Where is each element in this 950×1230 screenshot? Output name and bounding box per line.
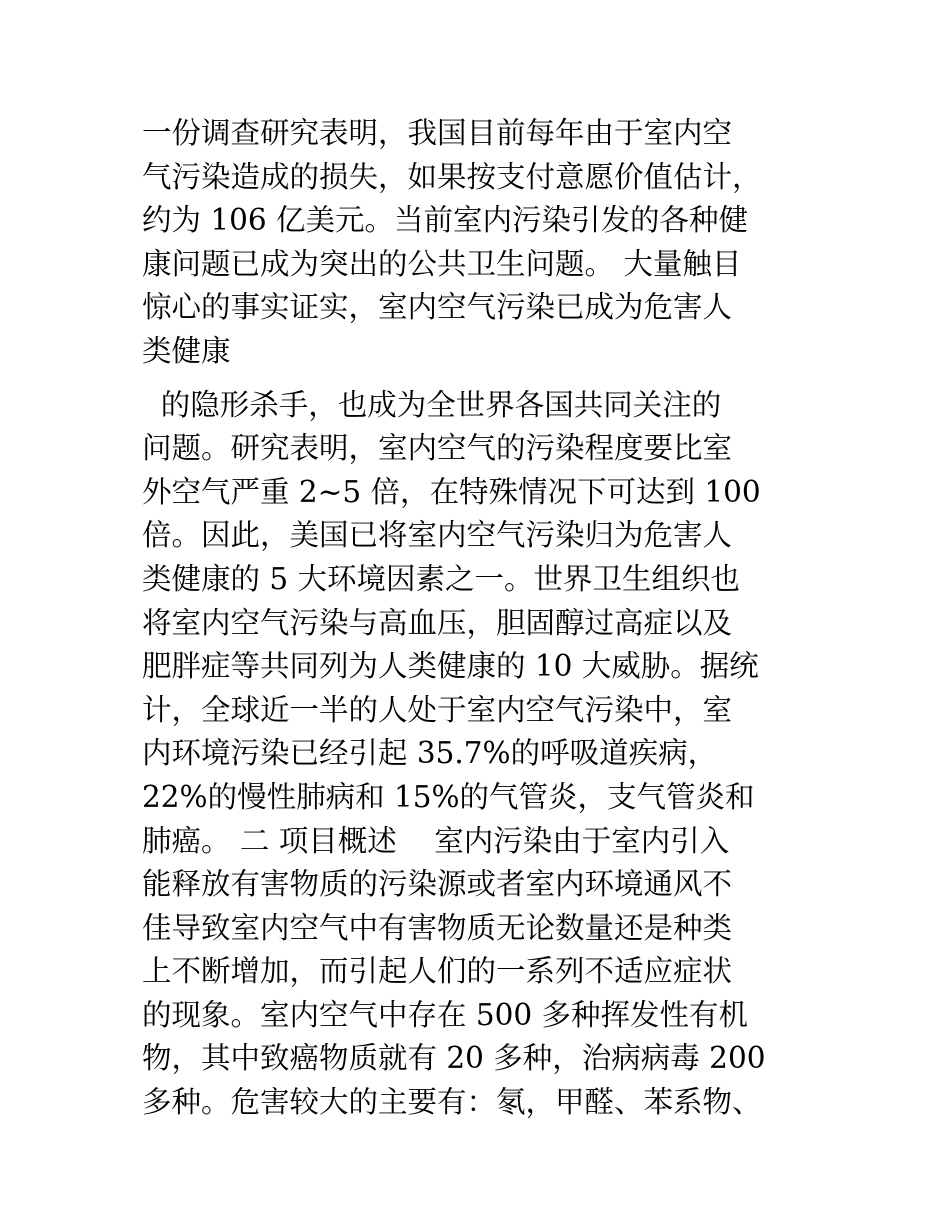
text-line: 气污染造成的损失，如果按支付意愿价值估计， [142, 159, 762, 194]
text-line: 一份调查研究表明，我国目前每年由于室内空 [142, 116, 733, 150]
text-line: 肥胖症等共同列为人类健康的 10 大威胁。据统 [142, 649, 759, 684]
text-line: 肺癌。 二 项目概述 室内污染由于室内引入 [142, 823, 730, 858]
text-line: 佳导致室内空气中有害物质无论数量还是种类 [142, 910, 733, 945]
paragraph-2 [142, 384, 822, 1125]
text-line: 类健康的 5 大环境因素之一。世界卫生组织也 [142, 561, 741, 596]
text-line: 物，其中致癌物质就有 20 多种，治病病毒 200 [142, 1041, 766, 1076]
text-line: 惊心的事实证实，室内空气污染已成为危害人 [142, 290, 733, 325]
text-line: 能释放有害物质的污染源或者室内环境通风不 [142, 867, 733, 902]
text-line: 内环境污染已经引起 35.7%的呼吸道疾病， [142, 736, 718, 771]
text-line: 约为 106 亿美元。当前室内污染引发的各种健 [142, 203, 749, 238]
text-line: 倍。因此，美国已将室内空气污染归为危害人 [142, 518, 733, 553]
document-body [142, 112, 822, 1125]
text-line: 康问题已成为突出的公共卫生问题。 大量触目 [142, 246, 742, 281]
text-line: 外空气严重 2~5 倍，在特殊情况下可达到 100 [142, 474, 761, 509]
text-line: 上不断增加，而引起人们的一系列不适应症状 [142, 954, 733, 989]
text-line: 计，全球近一半的人处于室内空气污染中，室 [142, 692, 733, 727]
text-line: 将室内空气污染与高血压，胆固醇过高症以及 [142, 605, 733, 640]
text-line: 问题。研究表明，室内空气的污染程度要比室 [142, 431, 733, 466]
text-line: 多种。危害较大的主要有：氡，甲醛、苯系物、 [142, 1085, 762, 1120]
text-line: 类健康 [142, 333, 231, 368]
text-line: 22%的慢性肺病和 15%的气管炎，支气管炎和 [142, 779, 755, 814]
paragraph-1 [142, 112, 822, 374]
text-line: 的现象。室内空气中存在 500 多种挥发性有机 [142, 997, 749, 1032]
text-line: 的隐形杀手，也成为全世界各国共同关注的 [142, 387, 722, 422]
